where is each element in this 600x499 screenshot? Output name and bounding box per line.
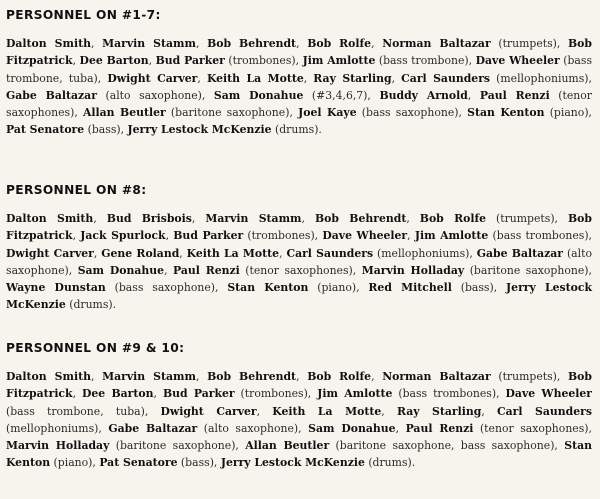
personnel-list — [6, 210, 592, 314]
musician-name: Keith La Motte — [186, 246, 280, 260]
musician-name: Norman Baltazar — [382, 370, 491, 383]
musician-name: Jerry Lestock McKenzie — [6, 281, 592, 312]
musician-name: Dwight Carver — [160, 404, 257, 418]
musician-name: Sam Donahue — [77, 263, 165, 277]
instrument-text: , — [395, 421, 406, 435]
musician-name: Dee Barton — [79, 54, 149, 68]
musician-name: Paul Renzi — [405, 421, 474, 435]
instrument-text: (piano), — [308, 281, 369, 295]
musician-name: Pat Senatore — [6, 123, 85, 137]
musician-name: Carl Saunders — [401, 71, 491, 85]
instrument-text: (trombones), — [243, 229, 323, 243]
instrument-text: (bass), — [84, 123, 128, 137]
instrument-text: , — [371, 37, 383, 50]
instrument-text: (drums). — [364, 456, 416, 470]
personnel-section-tracks-9-10 — [6, 341, 592, 472]
instrument-text: , — [296, 37, 308, 50]
musician-name: Jim Amlotte — [414, 229, 489, 243]
instrument-text: , — [90, 370, 103, 383]
instrument-text: (bass trombone, tuba), — [6, 404, 161, 418]
instrument-text: (bass trombone), — [375, 54, 476, 68]
instrument-text: , — [301, 212, 315, 225]
instrument-text: , — [195, 37, 208, 50]
musician-name: Marvin Stamm — [205, 212, 302, 225]
musician-name: Dee Barton — [81, 387, 154, 401]
instrument-text: , — [153, 387, 163, 401]
instrument-text: , — [197, 71, 207, 85]
musician-name: Buddy Arnold — [379, 88, 468, 102]
musician-name: Gene Roland — [101, 246, 180, 260]
instrument-text: , — [164, 263, 173, 277]
musician-name: Gabe Baltazar — [6, 88, 97, 102]
musician-name: Jim Amlotte — [317, 387, 393, 401]
instrument-text: (drums). — [65, 298, 117, 312]
instrument-text: (piano), — [544, 106, 592, 120]
musician-name: Jack Spurlock — [80, 229, 166, 243]
instrument-text: , — [165, 229, 174, 243]
musician-name: Bob Behrendt — [207, 370, 297, 383]
instrument-text: (trumpets), — [486, 212, 569, 225]
instrument-text: , — [72, 387, 82, 401]
instrument-text: (mellophoniums), — [373, 246, 477, 260]
instrument-text: (bass trombones), — [392, 387, 506, 401]
instrument-text: , — [90, 37, 103, 50]
musician-name: Paul Renzi — [173, 263, 240, 277]
musician-name: Dwight Carver — [6, 246, 94, 260]
musician-name: Marvin Holladay — [361, 263, 465, 277]
instrument-text: (baritone saxophone), — [464, 263, 592, 277]
instrument-text: (piano), — [50, 456, 100, 470]
musician-name: Paul Renzi — [479, 88, 550, 102]
musician-name: Bud Parker — [155, 54, 225, 68]
instrument-text: (mellophoniums), — [490, 71, 592, 85]
musician-name: Stan Kenton — [6, 439, 592, 470]
instrument-text: , — [407, 229, 415, 243]
musician-name: Bob Fitzpatrick — [6, 212, 592, 243]
instrument-text: (baritone saxophone, bass saxophone), — [329, 439, 565, 453]
musician-name: Jerry Lestock McKenzie — [220, 456, 365, 470]
instrument-text: , — [467, 88, 480, 102]
musician-name: Dalton Smith — [6, 212, 94, 225]
instrument-text: (drums). — [271, 123, 322, 137]
musician-name: Bob Fitzpatrick — [6, 370, 592, 401]
musician-name: Allan Beutler — [82, 106, 166, 120]
musician-name: Red Mitchell — [368, 281, 452, 295]
musician-name: Bob Behrendt — [207, 37, 297, 50]
musician-name: Dalton Smith — [6, 37, 91, 50]
musician-name: Dave Wheeler — [475, 54, 560, 68]
musician-name: Carl Saunders — [497, 404, 592, 418]
musician-name: Sam Donahue — [213, 88, 304, 102]
instrument-text: (tenor saxophones), — [6, 88, 592, 120]
musician-name: Ray Starling — [313, 71, 392, 85]
instrument-text: (mellophoniums), — [6, 421, 109, 435]
instrument-text: (#3,4,6,7), — [303, 88, 380, 102]
musician-name: Marvin Stamm — [102, 37, 196, 50]
instrument-text: , — [481, 404, 498, 418]
musician-name: Pat Senatore — [99, 456, 178, 470]
musician-name: Bud Parker — [173, 229, 244, 243]
musician-name: Bob Fitzpatrick — [6, 37, 592, 68]
section-heading: PERSONNEL ON #8: — [6, 183, 147, 197]
personnel-section-tracks-1-7 — [6, 8, 592, 139]
musician-name: Marvin Stamm — [102, 370, 196, 383]
musician-name: Norman Baltazar — [382, 37, 491, 50]
musician-name: Jerry Lestock McKenzie — [127, 123, 272, 137]
instrument-text: , — [391, 71, 402, 85]
musician-name: Gabe Baltazar — [476, 246, 564, 260]
musician-name: Stan Kenton — [227, 281, 309, 295]
instrument-text: (trombones), — [234, 387, 318, 401]
musician-name: Wayne Dunstan — [6, 281, 106, 295]
musician-name: Gabe Baltazar — [108, 421, 198, 435]
musician-name: Bob Rolfe — [307, 370, 372, 383]
instrument-text: , — [279, 246, 287, 260]
musician-name: Carl Saunders — [286, 246, 374, 260]
instrument-text: , — [191, 212, 206, 225]
instrument-text: (baritone saxophone), — [109, 439, 246, 453]
instrument-text: , — [93, 246, 102, 260]
instrument-text: (bass saxophone), — [105, 281, 228, 295]
musician-name: Bud Parker — [162, 387, 235, 401]
personnel-list — [6, 35, 592, 139]
instrument-text: , — [381, 404, 397, 418]
musician-name: Sam Donahue — [308, 421, 396, 435]
musician-name: Bob Rolfe — [419, 212, 487, 225]
section-heading: PERSONNEL ON #9 & 10: — [6, 341, 185, 355]
instrument-text: , — [93, 212, 107, 225]
instrument-text: (alto saxophone), — [197, 421, 309, 435]
musician-name: Allan Beutler — [245, 439, 330, 453]
personnel-section-track-8 — [6, 183, 592, 314]
musician-name: Dave Wheeler — [322, 229, 408, 243]
instrument-text: , — [72, 54, 80, 68]
musician-name: Ray Starling — [396, 404, 482, 418]
instrument-text: (trombones), — [224, 54, 303, 68]
musician-name: Bud Brisbois — [106, 212, 192, 225]
instrument-text: (tenor saxophones), — [239, 263, 362, 277]
instrument-text: , — [371, 370, 383, 383]
instrument-text: , — [303, 71, 314, 85]
musician-name: Dwight Carver — [107, 71, 198, 85]
section-heading: PERSONNEL ON #1-7: — [6, 8, 161, 22]
instrument-text: , — [256, 404, 273, 418]
instrument-text: (alto saxophone), — [96, 88, 214, 102]
musician-name: Bob Rolfe — [307, 37, 372, 50]
instrument-text: (alto saxophone), — [6, 246, 592, 277]
instrument-text: , — [296, 370, 308, 383]
personnel-list — [6, 368, 592, 472]
musician-name: Dave Wheeler — [505, 387, 593, 401]
instrument-text: (trumpets), — [490, 370, 568, 383]
instrument-text: (trumpets), — [490, 37, 568, 50]
musician-name: Jim Amlotte — [302, 54, 376, 68]
instrument-text: (bass trombones), — [488, 229, 592, 243]
instrument-text: (bass), — [451, 281, 507, 295]
musician-name: Bob Behrendt — [314, 212, 407, 225]
instrument-text: (bass trombone, tuba), — [6, 54, 593, 85]
musician-name: Keith La Motte — [272, 404, 382, 418]
musician-name: Marvin Holladay — [6, 439, 110, 453]
instrument-text: , — [72, 229, 81, 243]
musician-name: Joel Kaye — [298, 106, 357, 120]
musician-name: Dalton Smith — [6, 370, 91, 383]
instrument-text: (bass saxophone), — [356, 106, 468, 120]
instrument-text: , — [148, 54, 156, 68]
instrument-text: , — [179, 246, 187, 260]
instrument-text: (bass), — [177, 456, 221, 470]
instrument-text: , — [195, 370, 208, 383]
instrument-text: , — [406, 212, 420, 225]
musician-name: Stan Kenton — [467, 106, 545, 120]
instrument-text: (tenor saxophones), — [473, 421, 592, 435]
instrument-text: (baritone saxophone), — [165, 106, 299, 120]
musician-name: Keith La Motte — [206, 71, 304, 85]
